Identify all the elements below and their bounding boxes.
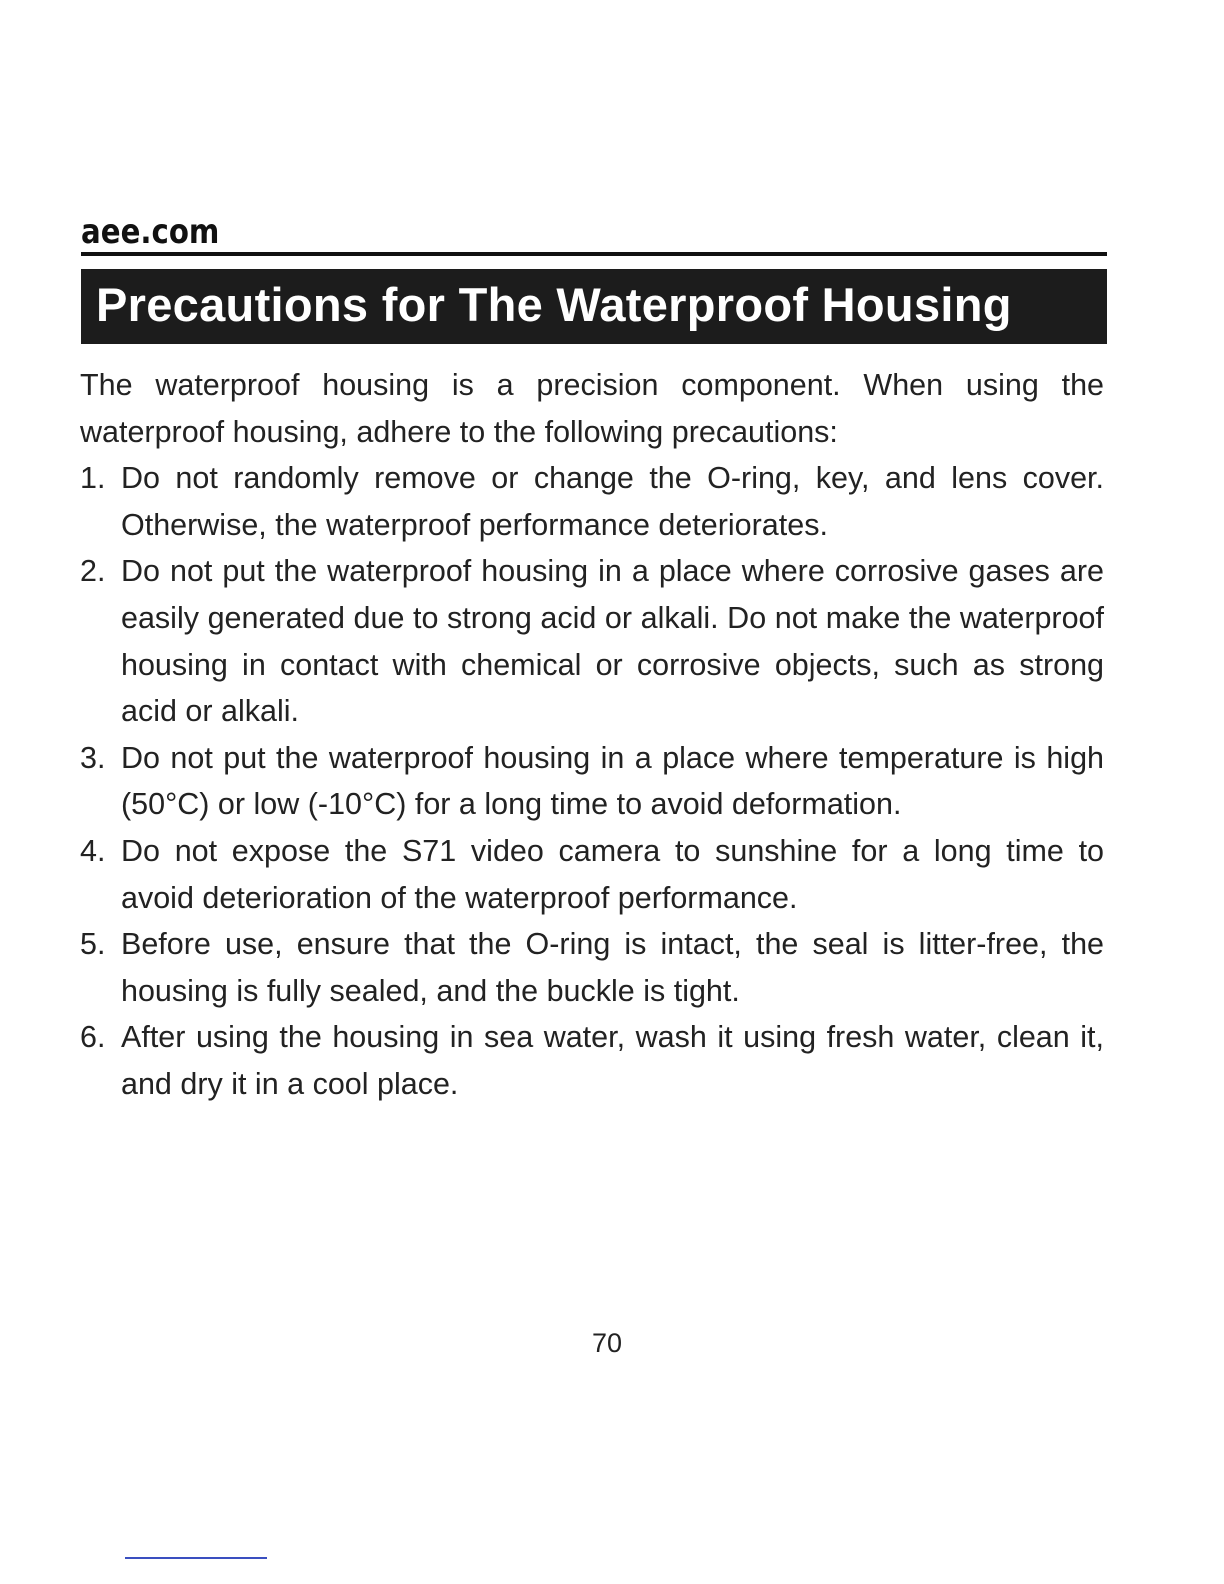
list-item-text: Do not randomly remove or change the O-ring, key, and lens cover. Otherwise, the waterproof performance deteriorates. — [121, 461, 1104, 542]
list-item-number: 6. — [80, 1020, 106, 1055]
precautions-list — [80, 455, 1104, 1107]
list-item — [80, 921, 1104, 1014]
list-item — [80, 548, 1104, 734]
list-item-number: 1. — [80, 461, 106, 496]
section-title-bar — [81, 269, 1107, 344]
list-item-text: Before use, ensure that the O-ring is intact, the seal is litter-free, the housing is fully sealed, and the buckle is tight. — [121, 927, 1104, 1008]
header-rule — [81, 252, 1107, 256]
list-item-number: 5. — [80, 927, 106, 962]
list-item-number: 2. — [80, 554, 106, 589]
list-item-text: Do not expose the S71 video camera to sunshine for a long time to avoid deterioration of the waterproof performance. — [121, 833, 1104, 915]
list-item-text: Do not put the waterproof housing in a place where corrosive gases are easily generated due to strong acid or alkali. Do not make the waterproof housing in contact with chemical or corrosive objects, such as strong acid or alkali. — [121, 554, 1104, 729]
footer-rule — [125, 1557, 267, 1559]
list-item-text: After using the housing in sea water, wash it using fresh water, clean it, and dry it in a cool place. — [121, 1020, 1104, 1101]
list-item — [80, 1014, 1104, 1107]
list-item-number: 4. — [80, 833, 106, 868]
main-content — [80, 362, 1104, 1108]
list-item-number: 3. — [80, 740, 106, 775]
list-item — [80, 735, 1104, 828]
list-item-text: Do not put the waterproof housing in a place where temperature is high (50°C) or low (-10°C) for a long time to avoid deformation. — [121, 740, 1104, 822]
brand-logo-text: aee.com — [81, 212, 220, 252]
list-item — [80, 828, 1104, 921]
intro-paragraph: The waterproof housing is a precision component. When using the waterproof housing, adhere to the following precautions: — [80, 368, 1104, 449]
page-title: Precautions for The Waterproof Housing — [96, 278, 1012, 331]
list-item — [80, 455, 1104, 548]
page-number: 70 — [591, 1328, 623, 1358]
